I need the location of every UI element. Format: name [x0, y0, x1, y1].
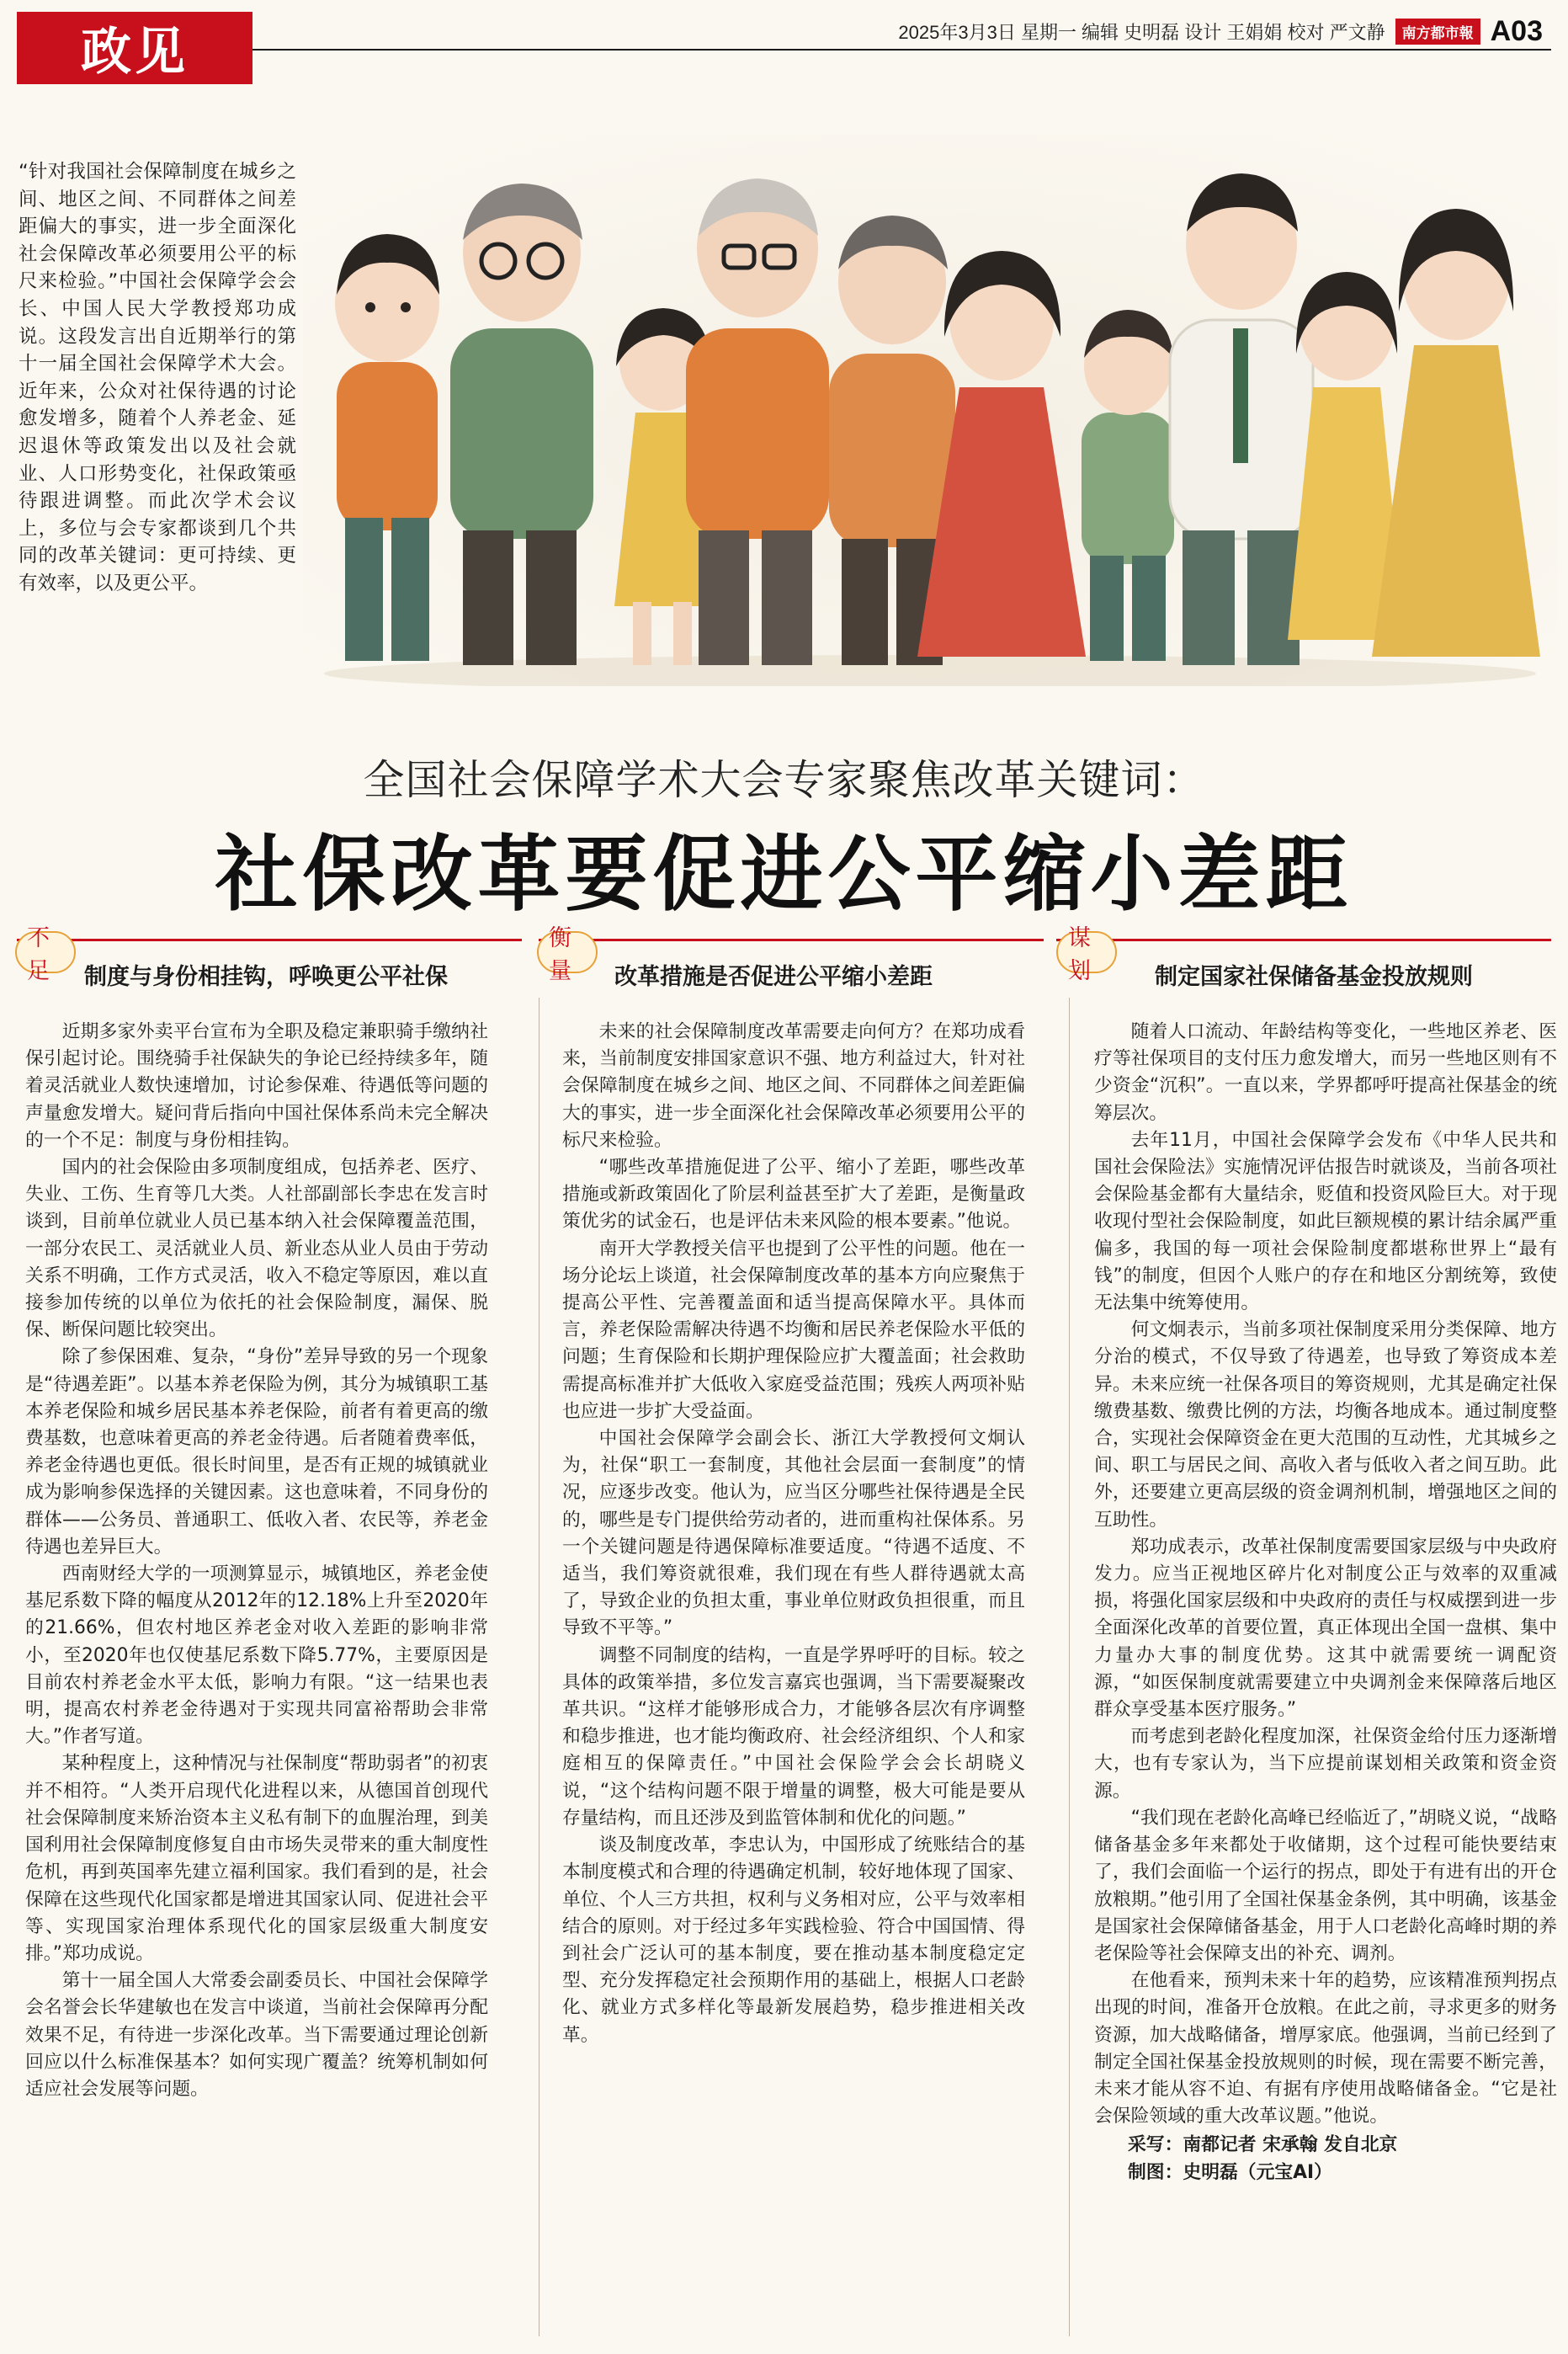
paragraph: 在他看来，预判未来十年的趋势，应该精准预判拐点出现的时间，准备开仓放粮。在此之前，寻求更多的财务资源，加大战略储备，增厚家底。他强调，当前已经到了制定全国社保基金投放规则的时候，现在需要不断完善，未来才能从容不迫、有据有序使用战略储备金。“它是社会保险领域的重大改革议题。”他说。 — [1094, 1970, 1557, 2128]
paragraph: 谈及制度改革，李忠认为，中国形成了统账结合的基本制度模式和合理的待遇确定机制，较好地体现了国家、单位、个人三方共担，权利与义务相对应，公平与效率相结合的原则。对于经过多年实践检验、符合中国国情、得到社会广泛认可的基本制度，要在推动基本制度稳定定型、充分发挥稳定社会预期作用的基础上，根据人口老龄化、就业方式多样化等最新发展趋势，稳步推进相关改革。 — [562, 1835, 1025, 2046]
column1-badge: 不足 — [15, 931, 76, 973]
column2-title: 改革措施是否促进公平缩小差距 — [614, 964, 933, 990]
family-illustration-svg — [303, 135, 1557, 686]
byline-reporter: 采写：南都记者 宋承翰 发自北京 — [1128, 2134, 1398, 2156]
date-line: 2025年3月3日 星期一 编辑 史明磊 设计 王娟娟 校对 严文静 — [898, 22, 1385, 43]
column2-rule — [539, 939, 1044, 941]
paragraph: “哪些改革措施促进了公平、缩小了差距，哪些改革措施或新政策固化了阶层利益甚至扩大了差距，是衡量政策优劣的试金石，也是评估未来风险的根本要素。”他说。 — [562, 1157, 1025, 1233]
page-meta — [898, 15, 1543, 48]
byline — [1094, 2132, 1557, 2186]
column1-body — [25, 1019, 488, 2103]
headline-title: 社保改革要促进公平缩小差距 — [215, 827, 1353, 923]
family-illustration — [303, 135, 1557, 686]
paragraph: 郑功成表示，改革社保制度需要国家层级与中央政府发力。应当正视地区碎片化对制度公正与效率的双重减损，将强化国家层级和中央政府的责任与权威摆到进一步全面深化改革的首要位置，真正体现出全国一盘棋、集中力量办大事的制度优势。这其中就需要统一调配资源，“如医保制度就需要建立中央调剂金来保障落后地区群众享受基本医疗服务。” — [1094, 1536, 1557, 1721]
paragraph: 某种程度上，这种情况与社保制度“帮助弱者”的初衷并不相符。“人类开启现代化进程以来，从德国首创现代社会保障制度来矫治资本主义私有制下的血腥治理，到美国利用社会保障制度修复自由市场失灵带来的重大制度性危机，再到英国率先建立福利国家。我们看到的是，社会保障在这些现代化国家都是增进其国家认同、促进社会平等、实现国家治理体系现代化的国家层级重大制度安排。”郑功成说。 — [25, 1753, 488, 1964]
headline-subtitle: 全国社会保障学术大会专家聚焦改革关键词： — [363, 756, 1205, 804]
paragraph: 中国社会保障学会副会长、浙江大学教授何文炯认为，社保“职工一套制度，其他社会层面一套制度”的情况，应逐步改变。他认为，应当区分哪些社保待遇是全民的，哪些是专门提供给劳动者的，进而重构社保体系。另一个关键问题是待遇保障标准要适度。“待遇不适度、不适当，我们筹资就很难，我们现在有些人群待遇就太高了，导致企业的负担太重，事业单位财政负担很重，而且导致不平等。” — [562, 1428, 1025, 1639]
column2-body — [562, 1019, 1025, 2049]
paragraph: 国内的社会保险由多项制度组成，包括养老、医疗、失业、工伤、生育等几大类。人社部副部长李忠在发言时谈到，目前单位就业人员已基本纳入社会保障覆盖范围，一部分农民工、灵活就业人员、新业态从业人员由于劳动关系不明确，工作方式灵活，收入不稳定等原因，难以直接参加传统的以单位为依托的社会保险制度，漏保、脱保、断保问题比较突出。 — [25, 1157, 488, 1341]
paragraph: 去年11月，中国社会保障学会发布《中华人民共和国社会保险法》实施情况评估报告时就谈及，当前各项社会保险基金都有大量结余，贬值和投资风险巨大。对于现收现付型社会保险制度，如此巨额规模的累计结余属严重偏多，我国的每一项社会保险制度都堪称世界上“最有钱”的制度，但因个人账户的存在和地区分割统筹，致使无法集中统筹使用。 — [1094, 1129, 1557, 1314]
paragraph: 西南财经大学的一项测算显示，城镇地区，养老金使基尼系数下降的幅度从2012年的12.18%上升至2020年的21.66%，但农村地区养老金对收入差距的影响非常小，至2020年也仅使基尼系数下降5.77%，主要原因是目前农村养老金水平太低，影响力有限。“这一结果也表明，提高农村养老金待遇对于实现共同富裕帮助会非常大。”作者写道。 — [25, 1563, 488, 1748]
section-tag: 政见 — [17, 12, 252, 84]
paragraph: 而考虑到老龄化程度加深，社保资金给付压力逐渐增大，也有专家认为，当下应提前谋划相关政策和资金资源。 — [1094, 1726, 1557, 1802]
column3-rule — [1056, 939, 1551, 941]
column2-badge: 衡量 — [537, 931, 598, 973]
newspaper-logo: 南方都市報 — [1395, 19, 1480, 45]
paragraph: 何文炯表示，当前多项社保制度采用分类保障、地方分治的模式，不仅导致了待遇差，也导致了筹资成本差异。未来应统一社保各项目的筹资规则，尤其是确定社保缴费基数、缴费比例的方法，均衡各地成本。通过制度整合，实现社会保障资金在更大范围的互动性，尤其城乡之间、职工与居民之间、高收入者与低收入者之间互助。此外，还要建立更高层级的资金调剂机制，增强地区之间的互助性。 — [1094, 1319, 1557, 1531]
column3-badge: 谋划 — [1056, 931, 1117, 973]
paragraph: 未来的社会保障制度改革需要走向何方？在郑功成看来，当前制度安排国家意识不强、地方利益过大，针对社会保障制度在城乡之间、地区之间、不同群体之间差距偏大的事实，进一步全面深化社会保障改革必须要用公平的标尺来检验。 — [562, 1021, 1025, 1151]
paragraph: “我们现在老龄化高峰已经临近了，”胡晓义说，“战略储备基金多年来都处于收储期，这个过程可能快要结束了，我们会面临一个运行的拐点，即处于有进有出的开仓放粮期。”他引用了全国社保基金条例，其中明确，该基金是国家社会保障储备基金，用于人口老龄化高峰时期的养老保险等社会保障支出的补充、调剂。 — [1094, 1807, 1557, 1964]
paragraph: 第十一届全国人大常委会副委员长、中国社会保障学会名誉会长华建敏也在发言中谈道，当前社会保障再分配效果不足，有待进一步深化改革。当下需要通过理论创新回应以什么标准保基本？如何实现广覆盖？统筹机制如何适应社会发展等问题。 — [25, 1970, 488, 2100]
paragraph: 调整不同制度的结构，一直是学界呼吁的目标。较之具体的政策举措，多位发言嘉宾也强调，当下需要凝聚改革共识。“这样才能够形成合力，才能够各层次有序调整和稳步推进，也才能均衡政府、社会经济组织、个人和家庭相互的保障责任。”中国社会保险学会会长胡晓义说，“这个结构问题不限于增量的调整，极大可能是要从存量结构，而且还涉及到监管体制和优化的问题。” — [562, 1644, 1025, 1829]
paragraph: 南开大学教授关信平也提到了公平性的问题。他在一场分论坛上谈道，社会保障制度改革的基本方向应聚焦于提高公平性、完善覆盖面和适当提高保障水平。具体而言，养老保险需解决待遇不均衡和居民养老保险水平低的问题；生育保险和长期护理保险应扩大覆盖面；社会救助需提高标准并扩大低收入家庭受益范围；残疾人两项补贴也应进一步扩大受益面。 — [562, 1238, 1025, 1422]
paragraph: 随着人口流动、年龄结构等变化，一些地区养老、医疗等社保项目的支付压力愈发增大，而另一些地区则有不少资金“沉积”。一直以来，学界都呼吁提高社保基金的统筹层次。 — [1094, 1021, 1557, 1124]
column-divider — [1069, 998, 1070, 2336]
column3-body — [1094, 1019, 1557, 2186]
header-rule — [252, 49, 1551, 51]
lead-paragraph: “针对我国社会保障制度在城乡之间、地区之间、不同群体之间差距偏大的事实，进一步全面深化社会保障改革必须要用公平的标尺来检验。”中国社会保障学会会长、中国人民大学教授郑功成说。这段发言出自近期举行的第十一届全国社会保障学术大会。近年来，公众对社保待遇的讨论愈发增多，随着个人养老金、延迟退休等政策发出以及社会就业、人口形势变化，社保政策亟待跟进调整。而此次学术会议上，多位与会专家都谈到几个共同的改革关键词：更可持续、更有效率，以及更公平。 — [19, 161, 296, 594]
column1-rule — [17, 939, 522, 941]
paragraph: 除了参保困难、复杂，“身份”差异导致的另一个现象是“待遇差距”。以基本养老保险为例，其分为城镇职工基本养老保险和城乡居民基本养老保险，前者有着更高的缴费基数，也意味着更高的养老金待遇。后者随着费率低，养老金待遇也更低。很长时间里，是否有正规的城镇就业成为影响参保选择的关键因素。这也意味着，不同身份的群体——公务员、普通职工、低收入者、农民等，养老金待遇也差异巨大。 — [25, 1346, 488, 1558]
paragraph: 近期多家外卖平台宣布为全职及稳定兼职骑手缴纳社保引起讨论。围绕骑手社保缺失的争论已经持续多年，随着灵活就业人数快速增加，讨论参保难、待遇低等问题的声量愈发增大。疑问背后指向中国社保体系尚未完全解决的一个不足：制度与身份相挂钩。 — [25, 1021, 488, 1151]
byline-graphics: 制图：史明磊（元宝AI） — [1128, 2161, 1332, 2183]
page-header — [0, 0, 1568, 82]
page-number: A03 — [1490, 15, 1543, 47]
column1-title: 制度与身份相挂钩，呼唤更公平社保 — [84, 964, 448, 990]
column3-title: 制定国家社保储备基金投放规则 — [1155, 964, 1473, 990]
